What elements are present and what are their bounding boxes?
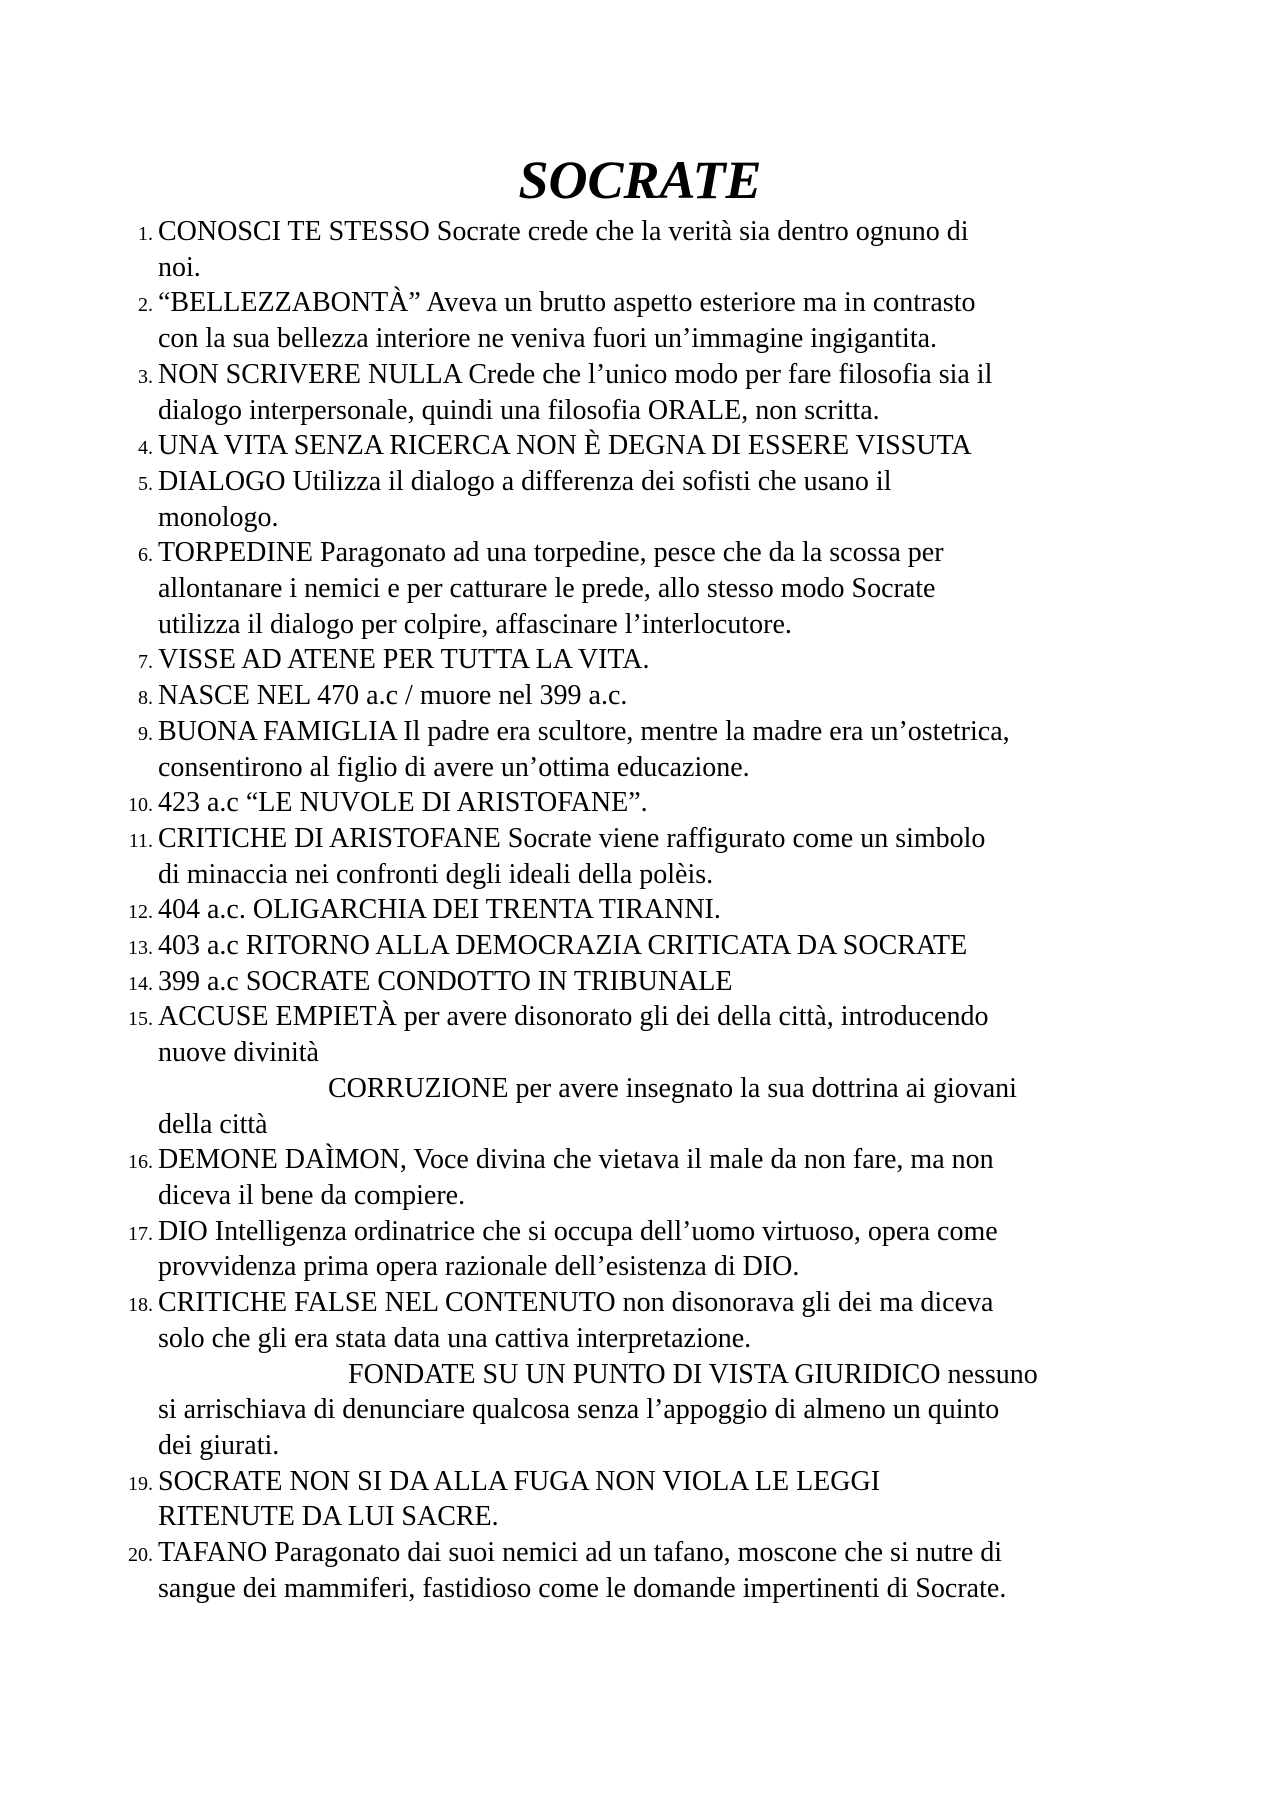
- list-item-line: CRITICHE FALSE NEL CONTENUTO non disonorava gli dei ma diceva: [158, 1287, 994, 1319]
- list-item-line: CONOSCI TE STESSO Socrate crede che la verità sia dentro ognuno di: [158, 216, 969, 247]
- list-item: [0, 928, 1158, 964]
- list-item-subline: CORRUZIONE per avere insegnato la sua dottrina ai giovani: [328, 1072, 1017, 1104]
- list-item-number: 14.: [128, 972, 153, 995]
- list-item-line: TORPEDINE Paragonato ad una torpedine, pesce che da la scossa per: [158, 537, 944, 569]
- list-item: [0, 678, 1158, 714]
- list-item-number: 15.: [128, 1008, 153, 1031]
- list-item-line: ACCUSE EMPIETÀ per avere disonorato gli dei della città, introducendo: [158, 1001, 989, 1033]
- list-item-line: della città: [158, 1108, 268, 1140]
- numbered-list: [0, 214, 1280, 1606]
- list-item-line: dei giurati.: [158, 1429, 280, 1461]
- list-item: [0, 1285, 1158, 1464]
- list-item-line: provvidenza prima opera razionale dell’esistenza di DIO.: [158, 1251, 800, 1283]
- list-item-number: 8.: [138, 687, 153, 710]
- list-item-number: 18.: [128, 1294, 153, 1317]
- list-item-line: SOCRATE NON SI DA ALLA FUGA NON VIOLA LE LEGGI: [158, 1465, 881, 1497]
- list-item: [0, 785, 1158, 821]
- list-item-number: 6.: [138, 544, 153, 567]
- list-item-line: NASCE NEL 470 a.c / muore nel 399 a.c.: [158, 680, 628, 712]
- list-item-line: 423 a.c “LE NUVOLE DI ARISTOFANE”.: [158, 787, 648, 819]
- list-item: [0, 714, 1158, 785]
- list-item-line: di minaccia nei confronti degli ideali della polèis.: [158, 858, 714, 890]
- list-item-line: allontanare i nemici e per catturare le prede, allo stesso modo Socrate: [158, 573, 936, 605]
- list-item-line: UNA VITA SENZA RICERCA NON È DEGNA DI ESSERE VISSUTA: [158, 430, 972, 462]
- list-item-line: dialogo interpersonale, quindi una filosofia ORALE, non scritta.: [158, 394, 880, 426]
- list-item-number: 9.: [138, 722, 153, 745]
- list-item: [0, 535, 1158, 642]
- list-item-line: DIALOGO Utilizza il dialogo a differenza dei sofisti che usano il: [158, 465, 892, 497]
- list-item-line: 404 a.c. OLIGARCHIA DEI TRENTA TIRANNI.: [158, 894, 721, 926]
- list-item-line: con la sua bellezza interiore ne veniva fuori un’immagine ingigantita.: [158, 323, 938, 355]
- list-item-number: 16.: [128, 1151, 153, 1174]
- list-item: [0, 1214, 1158, 1285]
- list-item: [0, 999, 1158, 1142]
- list-item-line: diceva il bene da compiere.: [158, 1179, 466, 1211]
- list-item: [0, 285, 1158, 356]
- list-item-number: 4.: [138, 437, 153, 460]
- list-item-line: RITENUTE DA LUI SACRE.: [158, 1501, 499, 1533]
- list-item-number: 5.: [138, 472, 153, 495]
- list-item-number: 7.: [138, 651, 153, 674]
- list-item-line: utilizza il dialogo per colpire, affascinare l’interlocutore.: [158, 608, 792, 640]
- list-item-line: noi.: [158, 251, 201, 283]
- list-item-line: 403 a.c RITORNO ALLA DEMOCRAZIA CRITICATA DA SOCRATE: [158, 930, 968, 962]
- list-item-line: “BELLEZZABONTÀ” Aveva un brutto aspetto esteriore ma in contrasto: [158, 287, 976, 319]
- list-item-line: BUONA FAMIGLIA Il padre era scultore, mentre la madre era un’ostetrica,: [158, 715, 1010, 747]
- list-item-line: monologo.: [158, 501, 279, 533]
- list-item-number: 10.: [128, 794, 153, 817]
- list-item: [0, 464, 1158, 535]
- list-item: [0, 892, 1158, 928]
- list-item-number: 3.: [138, 365, 153, 388]
- list-item: [0, 428, 1158, 464]
- list-item: [0, 1142, 1158, 1213]
- list-item-number: 17.: [128, 1222, 153, 1245]
- list-item-line: si arrischiava di denunciare qualcosa senza l’appoggio di almeno un quinto: [158, 1394, 1000, 1426]
- list-item-line: nuove divinità: [158, 1037, 319, 1069]
- list-item-line: TAFANO Paragonato dai suoi nemici ad un tafano, moscone che si nutre di: [158, 1537, 1003, 1569]
- list-item-number: 19.: [128, 1472, 153, 1495]
- list-item: [0, 214, 1158, 285]
- list-item: [0, 821, 1158, 892]
- list-item-number: 20.: [128, 1544, 153, 1567]
- list-item-number: 12.: [128, 901, 153, 924]
- list-item: [0, 642, 1158, 678]
- list-item-number: 2.: [138, 294, 153, 317]
- page-title: SOCRATE: [518, 150, 762, 210]
- list-item: [0, 357, 1158, 428]
- list-item: [0, 1464, 1158, 1535]
- list-item-number: 11.: [128, 829, 153, 852]
- list-item-line: DEMONE DAÌMON, Voce divina che vietava il male da non fare, ma non: [158, 1144, 994, 1176]
- list-item-line: consentirono al figlio di avere un’ottima educazione.: [158, 751, 750, 783]
- list-item-line: CRITICHE DI ARISTOFANE Socrate viene raffigurato come un simbolo: [158, 822, 986, 854]
- list-item-line: solo che gli era stata data una cattiva interpretazione.: [158, 1322, 752, 1354]
- list-item-line: NON SCRIVERE NULLA Crede che l’unico modo per fare filosofia sia il: [158, 358, 993, 390]
- list-item: [0, 964, 1158, 1000]
- list-item-line: 399 a.c SOCRATE CONDOTTO IN TRIBUNALE: [158, 965, 733, 997]
- list-item-number: 13.: [128, 937, 153, 960]
- list-item-subline: FONDATE SU UN PUNTO DI VISTA GIURIDICO nessuno: [348, 1358, 1038, 1390]
- list-item: [0, 1535, 1158, 1606]
- list-item-line: sangue dei mammiferi, fastidioso come le domande impertinenti di Socrate.: [158, 1572, 1007, 1604]
- list-item-line: VISSE AD ATENE PER TUTTA LA VITA.: [158, 644, 650, 676]
- list-item-line: DIO Intelligenza ordinatrice che si occupa dell’uomo virtuoso, opera come: [158, 1215, 998, 1247]
- list-item-number: 1.: [138, 223, 153, 245]
